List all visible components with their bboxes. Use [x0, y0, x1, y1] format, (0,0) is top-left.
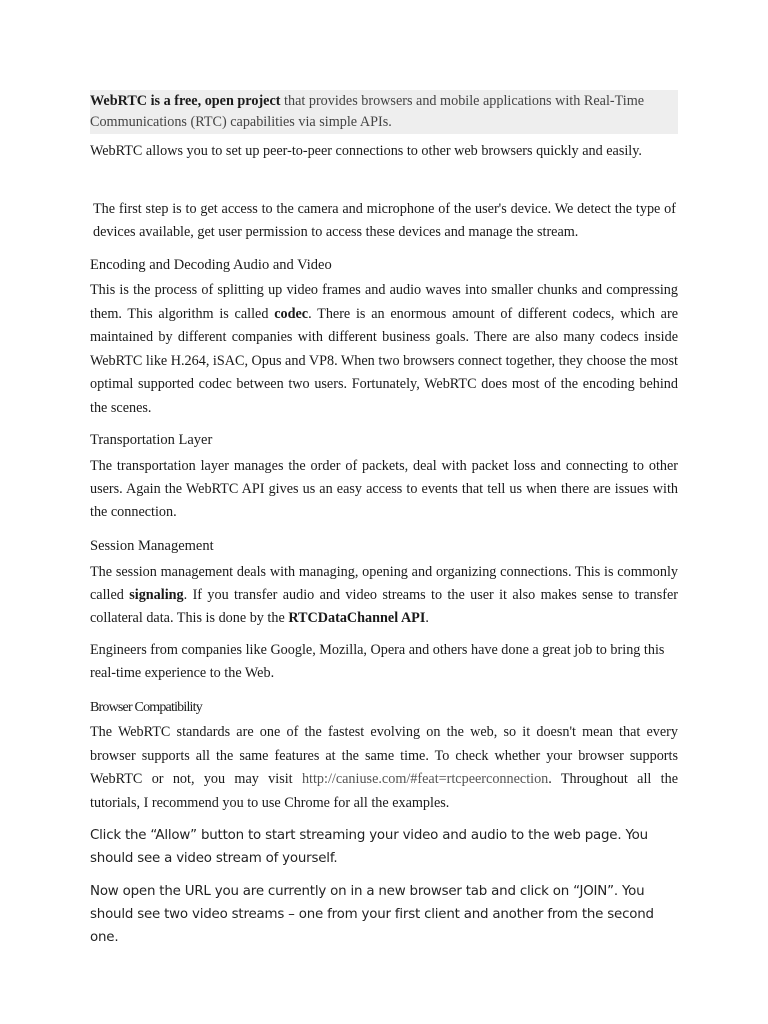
encoding-heading: Encoding and Decoding Audio and Video	[90, 257, 332, 273]
peer-paragraph: WebRTC allows you to set up peer-to-peer connections to other web browsers quickly and easily.	[90, 143, 642, 159]
compat-text-2: . Throughout all the tutorials, I recommend you to use Chrome for all the examples.	[90, 771, 679, 811]
allow-paragraph: Click the “Allow” button to start streaming your video and audio to the web page. You should see a video stream of yourself.	[90, 828, 648, 866]
engineers-paragraph: Engineers from companies like Google, Mozilla, Opera and others have done a great job to bring this real-time experience to the Web.	[90, 642, 665, 681]
encoding-paragraph	[90, 279, 678, 420]
transport-paragraph: The transportation layer manages the order of packets, deal with packet loss and connecting to other users. Again the WebRTC API gives us an easy access to events that tell us when there are issues with the connection.	[90, 458, 678, 520]
signaling-term: signaling	[129, 587, 184, 603]
rtcdatachannel-term: RTCDataChannel API	[288, 610, 426, 626]
session-text-1: The session management deals with managing, opening and organizing connections. This is commonly called	[90, 564, 678, 603]
join-paragraph: Now open the URL you are currently on in a new browser tab and click on “JOIN”. You should see two video streams – one from your first client and another from the second one.	[90, 884, 654, 945]
compat-paragraph	[90, 721, 678, 815]
intro-paragraph	[90, 90, 678, 134]
session-heading: Session Management	[90, 538, 214, 554]
compat-text-1: The WebRTC standards are one of the fastest evolving on the web, so it doesn't mean that every browser supports all the same features at the same time. To check whether your browser supports WebRTC or not, you may visit	[90, 724, 678, 787]
session-paragraph	[90, 561, 678, 630]
intro-lead: WebRTC is a free, open project	[90, 93, 281, 109]
first-step-paragraph: The first step is to get access to the camera and microphone of the user's device. We detect the type of devices available, get user permission to access these devices and manage the stream.	[93, 201, 676, 240]
session-text-2: . If you transfer audio and video streams to the user it also makes sense to transfer collateral data. This is done by the	[90, 587, 678, 626]
session-text-3: .	[425, 610, 429, 626]
transport-heading: Transportation Layer	[90, 432, 213, 448]
encoding-text-2: . There is an enormous amount of different codecs, which are maintained by different companies with different business goals. There are also many codecs inside WebRTC like H.264, iSAC, Opus and VP8. When two browsers connect together, they choose the most optimal supported codec between two users. Fortunately, WebRTC does most of the encoding behind the scenes.	[90, 305, 678, 416]
caniuse-link[interactable]: http://caniuse.com/#feat=rtcpeerconnection	[301, 771, 549, 787]
encoding-text-1: This is the process of splitting up video frames and audio waves into smaller chunks and compressing them. This algorithm is called	[90, 282, 678, 322]
intro-rest: that provides browsers and mobile applications with Real-Time Communications (RTC) capabilities via simple APIs.	[90, 93, 645, 130]
codec-term: codec	[274, 305, 309, 322]
compat-heading: Browser Compatibility	[90, 700, 202, 715]
